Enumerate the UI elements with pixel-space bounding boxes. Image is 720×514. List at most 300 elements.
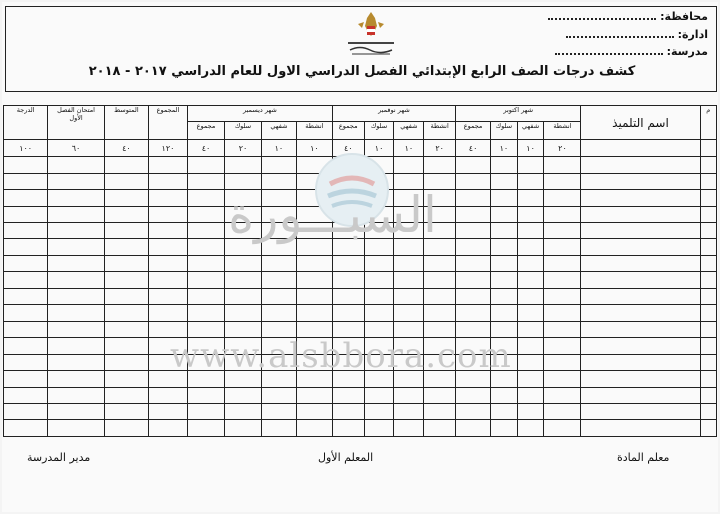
student-name-cell[interactable]: [581, 173, 700, 189]
grade-cell[interactable]: [261, 305, 296, 321]
grade-cell[interactable]: [4, 157, 48, 173]
grade-cell[interactable]: [48, 173, 105, 189]
grade-cell[interactable]: [517, 321, 544, 337]
grade-cell[interactable]: [517, 222, 544, 238]
grade-cell[interactable]: [332, 387, 364, 403]
student-name-cell[interactable]: [581, 403, 700, 419]
grade-cell[interactable]: [700, 403, 716, 419]
grade-cell[interactable]: [394, 222, 424, 238]
grade-cell[interactable]: [517, 420, 544, 437]
student-name-cell[interactable]: [581, 272, 700, 288]
grade-cell[interactable]: [491, 321, 518, 337]
grade-cell[interactable]: [48, 255, 105, 271]
grade-cell[interactable]: [456, 420, 491, 437]
grade-cell[interactable]: [394, 239, 424, 255]
grade-cell[interactable]: [4, 272, 48, 288]
grade-cell[interactable]: [364, 288, 394, 304]
grade-cell[interactable]: [394, 190, 424, 206]
grade-cell[interactable]: [544, 272, 581, 288]
student-name-cell[interactable]: [581, 255, 700, 271]
grade-cell[interactable]: [296, 288, 332, 304]
grade-cell[interactable]: [700, 305, 716, 321]
grade-cell[interactable]: [424, 255, 456, 271]
student-name-cell[interactable]: [581, 288, 700, 304]
grade-cell[interactable]: [424, 288, 456, 304]
grade-cell[interactable]: [104, 305, 148, 321]
grade-cell[interactable]: [456, 305, 491, 321]
grade-cell[interactable]: [424, 157, 456, 173]
grade-cell[interactable]: [364, 321, 394, 337]
grade-cell[interactable]: [517, 272, 544, 288]
grade-cell[interactable]: [261, 338, 296, 354]
grade-cell[interactable]: [188, 255, 225, 271]
grade-cell[interactable]: [394, 255, 424, 271]
grade-cell[interactable]: [188, 305, 225, 321]
grade-cell[interactable]: [261, 272, 296, 288]
grade-cell[interactable]: [491, 173, 518, 189]
student-name-cell[interactable]: [581, 206, 700, 222]
max-mark-average: ٤٠: [104, 140, 148, 157]
grade-cell[interactable]: [491, 239, 518, 255]
grade-cell[interactable]: [394, 338, 424, 354]
grade-cell[interactable]: [261, 420, 296, 437]
grade-cell[interactable]: [188, 338, 225, 354]
student-name-cell[interactable]: [581, 420, 700, 437]
grade-cell[interactable]: [188, 173, 225, 189]
grade-cell[interactable]: [261, 239, 296, 255]
grade-cell[interactable]: [700, 239, 716, 255]
grade-cell[interactable]: [48, 403, 105, 419]
grade-cell[interactable]: [48, 305, 105, 321]
grade-cell[interactable]: [188, 371, 225, 387]
grade-cell[interactable]: [296, 338, 332, 354]
grade-cell[interactable]: [517, 387, 544, 403]
header-grade: الدرجة: [4, 106, 48, 140]
grade-cell[interactable]: [394, 173, 424, 189]
grade-cell[interactable]: [4, 190, 48, 206]
grade-cell[interactable]: [456, 173, 491, 189]
grade-cell[interactable]: [188, 321, 225, 337]
student-name-cell[interactable]: [581, 371, 700, 387]
grade-cell[interactable]: [544, 173, 581, 189]
grade-cell[interactable]: [261, 321, 296, 337]
grade-cell[interactable]: [48, 354, 105, 370]
grade-cell[interactable]: [225, 272, 262, 288]
grade-cell[interactable]: [104, 288, 148, 304]
grade-cell[interactable]: [48, 272, 105, 288]
grade-cell[interactable]: [148, 387, 187, 403]
grade-cell[interactable]: [424, 354, 456, 370]
grade-cell[interactable]: [4, 305, 48, 321]
grade-cell[interactable]: [104, 190, 148, 206]
grade-cell[interactable]: [424, 305, 456, 321]
grade-cell[interactable]: [491, 305, 518, 321]
student-name-cell[interactable]: [581, 354, 700, 370]
grade-cell[interactable]: [394, 403, 424, 419]
grade-cell[interactable]: [225, 420, 262, 437]
grade-cell[interactable]: [517, 371, 544, 387]
grade-cell[interactable]: [544, 338, 581, 354]
grade-cell[interactable]: [456, 288, 491, 304]
grade-cell[interactable]: [456, 255, 491, 271]
grade-cell[interactable]: [225, 206, 262, 222]
grade-cell[interactable]: [517, 157, 544, 173]
grade-cell[interactable]: [104, 403, 148, 419]
grade-cell[interactable]: [456, 354, 491, 370]
grade-cell[interactable]: [261, 157, 296, 173]
grade-cell[interactable]: [188, 272, 225, 288]
grade-cell[interactable]: [4, 288, 48, 304]
grade-cell[interactable]: [456, 387, 491, 403]
subject-teacher-label: معلم المادة: [617, 451, 670, 464]
grade-cell[interactable]: [700, 157, 716, 173]
grade-cell[interactable]: [424, 321, 456, 337]
grade-cell[interactable]: [424, 190, 456, 206]
grade-cell[interactable]: [188, 206, 225, 222]
grade-cell[interactable]: [188, 387, 225, 403]
grade-cell[interactable]: [332, 321, 364, 337]
grade-cell[interactable]: [456, 272, 491, 288]
grade-cell[interactable]: [332, 255, 364, 271]
grade-cell[interactable]: [48, 222, 105, 238]
grade-cell[interactable]: [48, 420, 105, 437]
grade-cell[interactable]: [491, 338, 518, 354]
grade-cell[interactable]: [491, 157, 518, 173]
grade-cell[interactable]: [332, 239, 364, 255]
grade-cell[interactable]: [456, 206, 491, 222]
grade-cell[interactable]: [332, 338, 364, 354]
grade-cell[interactable]: [148, 239, 187, 255]
grade-cell[interactable]: [261, 371, 296, 387]
grade-cell[interactable]: [188, 420, 225, 437]
grade-cell[interactable]: [700, 338, 716, 354]
grade-cell[interactable]: [491, 222, 518, 238]
grade-cell[interactable]: [364, 387, 394, 403]
grade-cell[interactable]: [517, 255, 544, 271]
grade-cell[interactable]: [332, 420, 364, 437]
grade-cell[interactable]: [48, 371, 105, 387]
grade-cell[interactable]: [104, 206, 148, 222]
grade-cell[interactable]: [4, 371, 48, 387]
grade-cell[interactable]: [261, 255, 296, 271]
grade-cell[interactable]: [456, 321, 491, 337]
grade-cell[interactable]: [48, 157, 105, 173]
table-row: [4, 255, 717, 271]
sheet-title: كشف درجات الصف الرابع الإبتدائي الفصل الدراسي الاول للعام الدراسي ٢٠١٧ - ٢٠١٨: [88, 64, 636, 79]
grade-cell[interactable]: [104, 272, 148, 288]
grade-cell[interactable]: [544, 206, 581, 222]
grade-cell[interactable]: [104, 321, 148, 337]
grade-cell[interactable]: [296, 387, 332, 403]
grade-cell[interactable]: [4, 239, 48, 255]
student-name-cell[interactable]: [581, 305, 700, 321]
grade-cell[interactable]: [48, 239, 105, 255]
grade-cell[interactable]: [4, 173, 48, 189]
sub-total: مجموع: [456, 122, 491, 140]
grade-cell[interactable]: [261, 403, 296, 419]
grade-cell[interactable]: [48, 190, 105, 206]
grade-cell[interactable]: [261, 222, 296, 238]
grade-cell[interactable]: [225, 157, 262, 173]
grade-cell[interactable]: [700, 190, 716, 206]
grade-cell[interactable]: [517, 338, 544, 354]
grade-cell[interactable]: [104, 222, 148, 238]
grade-cell[interactable]: [544, 305, 581, 321]
grade-cell[interactable]: [4, 387, 48, 403]
grade-cell[interactable]: [544, 157, 581, 173]
grade-cell[interactable]: [364, 403, 394, 419]
grade-cell[interactable]: [517, 354, 544, 370]
grade-cell[interactable]: [225, 403, 262, 419]
grade-cell[interactable]: [456, 371, 491, 387]
grade-cell[interactable]: [364, 354, 394, 370]
grade-cell[interactable]: [700, 420, 716, 437]
grade-cell[interactable]: [225, 239, 262, 255]
grade-cell[interactable]: [394, 157, 424, 173]
grade-cell[interactable]: [700, 173, 716, 189]
grade-cell[interactable]: [700, 387, 716, 403]
grade-cell[interactable]: [456, 190, 491, 206]
grade-cell[interactable]: [104, 354, 148, 370]
grade-cell[interactable]: [4, 255, 48, 271]
grade-cell[interactable]: [424, 338, 456, 354]
grade-cell[interactable]: [364, 272, 394, 288]
grade-cell[interactable]: [148, 272, 187, 288]
grade-cell[interactable]: [394, 371, 424, 387]
grade-cell[interactable]: [700, 288, 716, 304]
grade-cell[interactable]: [424, 239, 456, 255]
grade-cell[interactable]: [491, 387, 518, 403]
grade-cell[interactable]: [456, 222, 491, 238]
grade-cell[interactable]: [364, 255, 394, 271]
grade-cell[interactable]: [332, 371, 364, 387]
grade-cell[interactable]: [148, 206, 187, 222]
grade-cell[interactable]: [332, 288, 364, 304]
watermark-logo-icon: [312, 150, 392, 230]
grade-cell[interactable]: [544, 222, 581, 238]
grade-cell[interactable]: [394, 354, 424, 370]
grade-cell[interactable]: [394, 206, 424, 222]
grade-cell[interactable]: [48, 288, 105, 304]
grade-cell[interactable]: [104, 239, 148, 255]
grade-cell[interactable]: [544, 387, 581, 403]
grade-cell[interactable]: [296, 255, 332, 271]
grade-cell[interactable]: [225, 190, 262, 206]
grade-cell[interactable]: [332, 403, 364, 419]
grade-cell[interactable]: [332, 354, 364, 370]
max-mark-exam: ٦٠: [48, 140, 105, 157]
grade-cell[interactable]: [517, 190, 544, 206]
grade-cell[interactable]: [364, 338, 394, 354]
grade-cell[interactable]: [332, 272, 364, 288]
grade-cell[interactable]: [188, 157, 225, 173]
grade-cell[interactable]: [296, 420, 332, 437]
grade-cell[interactable]: [491, 288, 518, 304]
max-mark-grade: ١٠٠: [4, 140, 48, 157]
student-name-cell[interactable]: [581, 321, 700, 337]
grade-cell[interactable]: [148, 305, 187, 321]
grade-cell[interactable]: [700, 272, 716, 288]
grade-cell[interactable]: [4, 206, 48, 222]
grade-cell[interactable]: [544, 321, 581, 337]
grade-cell[interactable]: [104, 371, 148, 387]
grade-cell[interactable]: [148, 371, 187, 387]
grade-cell[interactable]: [4, 321, 48, 337]
grade-cell[interactable]: [364, 420, 394, 437]
grade-cell[interactable]: [104, 157, 148, 173]
grade-cell[interactable]: [104, 420, 148, 437]
grade-cell[interactable]: [424, 206, 456, 222]
grade-cell[interactable]: [491, 255, 518, 271]
grade-cell[interactable]: [225, 255, 262, 271]
grade-cell[interactable]: [104, 338, 148, 354]
student-name-cell[interactable]: [581, 190, 700, 206]
grade-cell[interactable]: [296, 354, 332, 370]
grade-cell[interactable]: [394, 305, 424, 321]
grade-cell[interactable]: [188, 403, 225, 419]
grade-cell[interactable]: [48, 387, 105, 403]
grade-cell[interactable]: [456, 157, 491, 173]
grade-cell[interactable]: [456, 403, 491, 419]
grade-cell[interactable]: [424, 387, 456, 403]
grade-cell[interactable]: [700, 321, 716, 337]
grade-cell[interactable]: [700, 206, 716, 222]
grade-cell[interactable]: [104, 387, 148, 403]
grade-cell[interactable]: [491, 354, 518, 370]
grade-cell[interactable]: [394, 272, 424, 288]
grade-cell[interactable]: [394, 321, 424, 337]
grade-cell[interactable]: [517, 173, 544, 189]
grade-cell[interactable]: [148, 173, 187, 189]
grade-cell[interactable]: [188, 354, 225, 370]
grade-cell[interactable]: [544, 255, 581, 271]
grade-cell[interactable]: [296, 305, 332, 321]
grade-cell[interactable]: [4, 338, 48, 354]
student-name-cell[interactable]: [581, 338, 700, 354]
student-name-cell[interactable]: [581, 387, 700, 403]
grade-cell[interactable]: [296, 239, 332, 255]
grade-cell[interactable]: [225, 321, 262, 337]
grade-cell[interactable]: [700, 354, 716, 370]
grade-cell[interactable]: [225, 173, 262, 189]
grade-cell[interactable]: [4, 403, 48, 419]
grade-cell[interactable]: [225, 338, 262, 354]
grade-cell[interactable]: [296, 321, 332, 337]
grade-cell[interactable]: [148, 420, 187, 437]
grade-cell[interactable]: [491, 190, 518, 206]
grade-cell[interactable]: [424, 222, 456, 238]
grade-cell[interactable]: [261, 387, 296, 403]
grade-cell[interactable]: [424, 371, 456, 387]
grade-cell[interactable]: [148, 321, 187, 337]
grade-cell[interactable]: [517, 206, 544, 222]
grade-cell[interactable]: [4, 222, 48, 238]
grade-cell[interactable]: [261, 288, 296, 304]
grade-cell[interactable]: [456, 338, 491, 354]
grade-cell[interactable]: [4, 354, 48, 370]
grade-cell[interactable]: [48, 338, 105, 354]
grade-cell[interactable]: [456, 239, 491, 255]
grade-cell[interactable]: [148, 222, 187, 238]
grade-cell[interactable]: [261, 354, 296, 370]
student-name-cell[interactable]: [581, 222, 700, 238]
grade-cell[interactable]: [104, 173, 148, 189]
grade-cell[interactable]: [148, 354, 187, 370]
grade-cell[interactable]: [491, 371, 518, 387]
grade-cell[interactable]: [544, 403, 581, 419]
grade-cell[interactable]: [148, 190, 187, 206]
grade-cell[interactable]: [700, 255, 716, 271]
grade-cell[interactable]: [517, 305, 544, 321]
grade-cell[interactable]: [424, 272, 456, 288]
grade-cell[interactable]: [700, 222, 716, 238]
grade-cell[interactable]: [364, 239, 394, 255]
grade-cell[interactable]: [225, 354, 262, 370]
grade-cell[interactable]: [491, 420, 518, 437]
grade-cell[interactable]: [544, 239, 581, 255]
grade-cell[interactable]: [148, 403, 187, 419]
grade-cell[interactable]: [296, 371, 332, 387]
grade-cell[interactable]: [296, 272, 332, 288]
grade-cell[interactable]: [424, 403, 456, 419]
student-name-cell[interactable]: [581, 157, 700, 173]
grade-cell[interactable]: [544, 371, 581, 387]
grade-cell[interactable]: [261, 190, 296, 206]
grade-cell[interactable]: [544, 420, 581, 437]
grade-cell[interactable]: [261, 173, 296, 189]
grade-cell[interactable]: [261, 206, 296, 222]
grade-cell[interactable]: [225, 305, 262, 321]
grade-cell[interactable]: [225, 387, 262, 403]
grade-cell[interactable]: [491, 272, 518, 288]
grade-cell[interactable]: [188, 288, 225, 304]
grade-cell[interactable]: [364, 371, 394, 387]
grade-cell[interactable]: [544, 354, 581, 370]
grade-cell[interactable]: [148, 157, 187, 173]
grade-cell[interactable]: [424, 173, 456, 189]
grade-cell[interactable]: [48, 321, 105, 337]
grade-cell[interactable]: [148, 255, 187, 271]
student-name-cell[interactable]: [581, 239, 700, 255]
grade-cell[interactable]: [4, 420, 48, 437]
grade-cell[interactable]: [424, 420, 456, 437]
grade-cell[interactable]: [700, 371, 716, 387]
grade-cell[interactable]: [544, 288, 581, 304]
grade-cell[interactable]: [491, 403, 518, 419]
grade-cell[interactable]: [225, 371, 262, 387]
grade-cell[interactable]: [148, 338, 187, 354]
grade-cell[interactable]: [225, 222, 262, 238]
grade-cell[interactable]: [364, 305, 394, 321]
grade-cell[interactable]: [225, 288, 262, 304]
grade-cell[interactable]: [148, 288, 187, 304]
grade-cell[interactable]: [296, 403, 332, 419]
grade-cell[interactable]: [188, 239, 225, 255]
grade-cell[interactable]: [394, 387, 424, 403]
grade-cell[interactable]: [394, 288, 424, 304]
grade-cell[interactable]: [544, 190, 581, 206]
grade-cell[interactable]: [394, 420, 424, 437]
grade-cell[interactable]: [332, 305, 364, 321]
grade-cell[interactable]: [188, 222, 225, 238]
grade-cell[interactable]: [104, 255, 148, 271]
grade-cell[interactable]: [491, 206, 518, 222]
grade-cell[interactable]: [517, 288, 544, 304]
grade-cell[interactable]: [517, 403, 544, 419]
grade-cell[interactable]: [48, 206, 105, 222]
grade-cell[interactable]: [188, 190, 225, 206]
grade-cell[interactable]: [517, 239, 544, 255]
